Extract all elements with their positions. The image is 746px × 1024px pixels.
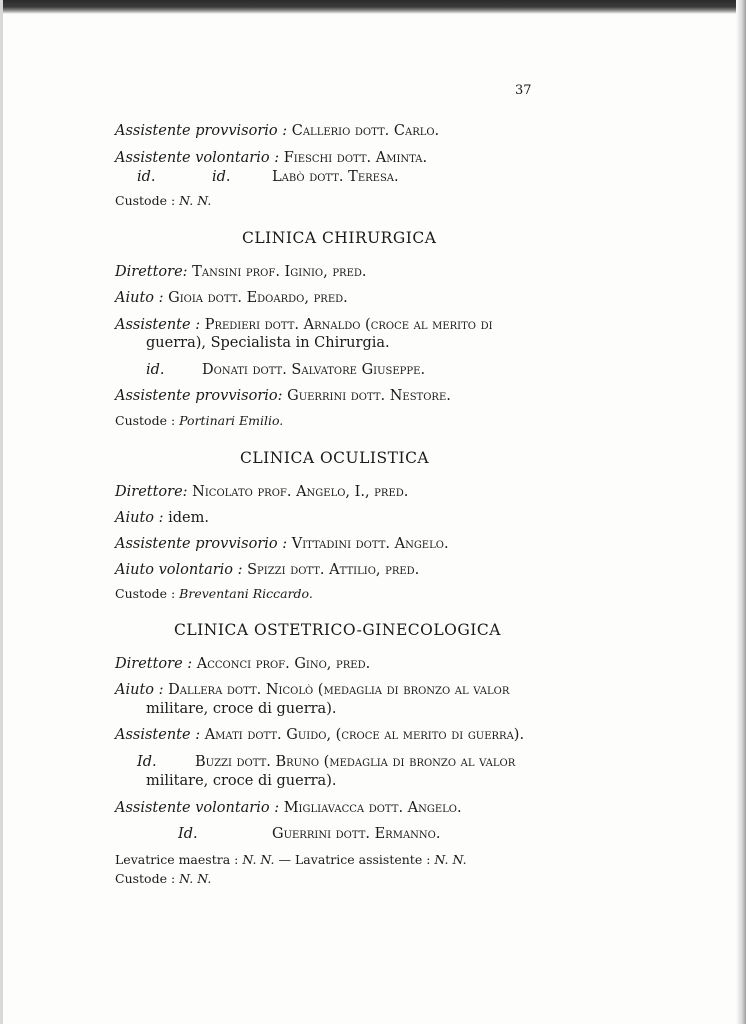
role-label: Aiuto : [115,510,164,526]
person-name: Guerrini dott. Ermanno. [272,826,441,842]
person-name: Acconci prof. Gino, pred. [196,656,371,672]
person-name: Gioia dott. Edoardo, pred. [168,290,348,306]
person-name: Nicolato prof. Angelo, I., pred. [192,484,409,500]
section-heading: CLINICA OSTETRICO-GINECOLOGICA [174,621,501,639]
role-label: Assistente volontario : [115,800,280,816]
role-label: Assistente : [115,317,201,333]
section-heading: CLINICA CHIRURGICA [242,229,437,247]
id-label: id. [137,169,156,185]
custode-line [115,870,211,888]
role-label: Assistente : [115,727,201,743]
role-label: Assistente provvisorio : [115,536,288,552]
separator-dash: — [278,852,292,867]
custode-label: Custode : [115,871,176,886]
section-heading: CLINICA OCULISTICA [240,449,430,467]
person-name: Dallera dott. Nicolò (medaglia di bronzo al valor [168,682,510,698]
person-name: idem. [168,510,209,526]
id-label: Id. [178,826,198,842]
custode-value: N. N. [179,193,212,208]
person-name: Callerio dott. Carlo. [291,123,440,139]
person-name: Vittadini dott. Angelo. [291,536,449,552]
role-label: Assistente provvisorio : [115,123,288,139]
levatrice-maestra-value: N. N. [242,852,275,867]
continuation-line: militare, croce di guerra). [146,701,337,717]
staff-line [115,655,370,673]
staff-line [115,535,449,553]
role-label: Direttore: [115,484,188,500]
staff-line [115,509,209,527]
scan-left-edge [0,0,3,1024]
custode-label: Custode : [115,193,176,208]
person-name: Buzzi dott. Bruno (medaglia di bronzo al valor [195,754,516,770]
role-label: Direttore : [115,656,193,672]
role-label: Assistente volontario : [115,150,280,166]
person-name: Migliavacca dott. Angelo. [283,800,462,816]
levatrice-maestra-label: Levatrice maestra : [115,852,239,867]
custode-value: Portinari Emilio. [179,413,284,428]
staff-line [115,483,408,501]
person-name: Labò dott. Teresa. [272,169,399,185]
role-label: Direttore: [115,264,188,280]
custode-label: Custode : [115,586,176,601]
person-name: Predieri dott. Arnaldo (croce al merito di [204,317,493,333]
id-label: Id. [137,754,157,770]
staff-line [115,316,493,334]
role-label: Assistente provvisorio: [115,388,283,404]
person-name: Fieschi dott. Aminta. [283,150,428,166]
continuation-line: militare, croce di guerra). [146,773,337,789]
continuation-line: guerra), Specialista in Chirurgia. [146,335,390,351]
person-name: Amati dott. Guido, (croce al merito di guerra). [204,727,525,743]
person-name: Tansini prof. Iginio, pred. [192,264,367,280]
custode-line [115,585,313,603]
levatrice-line [115,851,467,869]
person-name: Guerrini dott. Nestore. [287,388,451,404]
staff-line [115,726,524,744]
custode-line [115,192,211,210]
staff-line [115,263,367,281]
scan-right-edge [736,0,746,1024]
staff-line [115,561,419,579]
id-label: id. [146,362,165,378]
custode-value: N. N. [179,871,212,886]
scan-top-edge [0,0,746,14]
staff-line [115,681,509,699]
staff-line [115,122,439,140]
levatrice-assistente-label: Lavatrice assistente : [295,852,431,867]
custode-line [115,412,283,430]
levatrice-assistente-value: N. N. [434,852,467,867]
staff-line [115,149,427,167]
id-label: id. [212,169,231,185]
role-label: Aiuto : [115,290,164,306]
role-label: Aiuto : [115,682,164,698]
role-label: Aiuto volontario : [115,562,243,578]
page-number: 37 [515,83,532,98]
staff-line [115,387,451,405]
custode-label: Custode : [115,413,176,428]
staff-line [115,799,462,817]
person-name: Donati dott. Salvatore Giuseppe. [202,362,426,378]
person-name: Spizzi dott. Attilio, pred. [247,562,420,578]
custode-value: Breventani Riccardo. [179,586,313,601]
staff-line [115,289,348,307]
